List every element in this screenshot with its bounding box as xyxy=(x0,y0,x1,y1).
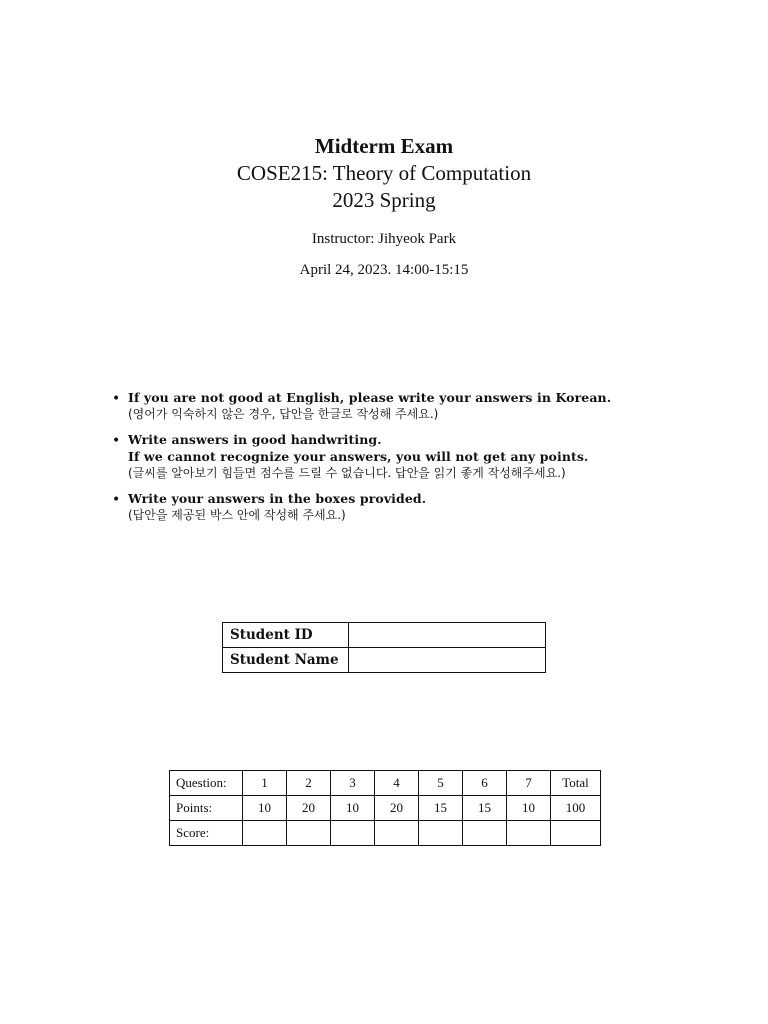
score-cell[interactable] xyxy=(331,821,375,846)
student-id-row xyxy=(223,623,546,648)
points-row xyxy=(170,796,601,821)
instruction-item xyxy=(112,389,672,423)
score-cell[interactable] xyxy=(287,821,331,846)
total-points: 100 xyxy=(551,796,601,821)
question-row-label: Question: xyxy=(170,771,243,796)
points-row-label: Points: xyxy=(170,796,243,821)
question-number: 2 xyxy=(287,771,331,796)
instructions-list xyxy=(112,389,672,532)
instruction-item xyxy=(112,490,672,524)
total-score-cell[interactable] xyxy=(551,821,601,846)
instructor: Instructor: Jihyeok Park xyxy=(311,231,457,247)
exam-header xyxy=(0,132,768,214)
instruction-korean: (글씨를 알아보기 힘들면 점수를 드릴 수 없습니다. 답안을 읽기 좋게 작성해주세요.) xyxy=(128,466,566,480)
instruction-korean: (답안을 제공된 박스 안에 작성해 주세요.) xyxy=(128,508,346,522)
question-number: 1 xyxy=(243,771,287,796)
student-name-label: Student Name xyxy=(223,648,349,673)
score-table xyxy=(169,770,601,846)
question-number: 4 xyxy=(375,771,419,796)
exam-title: Midterm Exam xyxy=(314,134,454,158)
bullet-icon: • xyxy=(112,492,121,508)
score-cell[interactable] xyxy=(507,821,551,846)
points-value: 20 xyxy=(287,796,331,821)
score-cell[interactable] xyxy=(419,821,463,846)
points-value: 10 xyxy=(507,796,551,821)
points-value: 15 xyxy=(463,796,507,821)
score-cell[interactable] xyxy=(375,821,419,846)
term: 2023 Spring xyxy=(332,188,436,212)
course-title: COSE215: Theory of Computation xyxy=(236,161,532,185)
question-number: 3 xyxy=(331,771,375,796)
exam-date: April 24, 2023. 14:00-15:15 xyxy=(299,262,469,278)
score-row-label: Score: xyxy=(170,821,243,846)
bullet-icon: • xyxy=(112,433,121,449)
student-info-table xyxy=(222,622,546,673)
student-id-field[interactable] xyxy=(349,623,546,648)
student-id-label: Student ID xyxy=(223,623,349,648)
bullet-icon: • xyxy=(112,391,121,407)
question-row xyxy=(170,771,601,796)
score-cell[interactable] xyxy=(463,821,507,846)
points-value: 15 xyxy=(419,796,463,821)
student-name-row xyxy=(223,648,546,673)
instruction-korean: (영어가 익숙하지 않은 경우, 답안을 한글로 작성해 주세요.) xyxy=(128,407,439,421)
instruction-english: Write your answers in the boxes provided. xyxy=(128,491,427,506)
instruction-english: If we cannot recognize your answers, you will not get any points. xyxy=(128,449,589,464)
score-cell[interactable] xyxy=(243,821,287,846)
points-value: 10 xyxy=(331,796,375,821)
student-name-field[interactable] xyxy=(349,648,546,673)
question-number: 5 xyxy=(419,771,463,796)
points-value: 10 xyxy=(243,796,287,821)
question-number: 6 xyxy=(463,771,507,796)
question-number: 7 xyxy=(507,771,551,796)
total-label: Total xyxy=(551,771,601,796)
points-value: 20 xyxy=(375,796,419,821)
score-row xyxy=(170,821,601,846)
instruction-english: If you are not good at English, please write your answers in Korean. xyxy=(128,390,612,405)
instruction-item xyxy=(112,431,672,482)
instruction-english: Write answers in good handwriting. xyxy=(128,432,382,447)
